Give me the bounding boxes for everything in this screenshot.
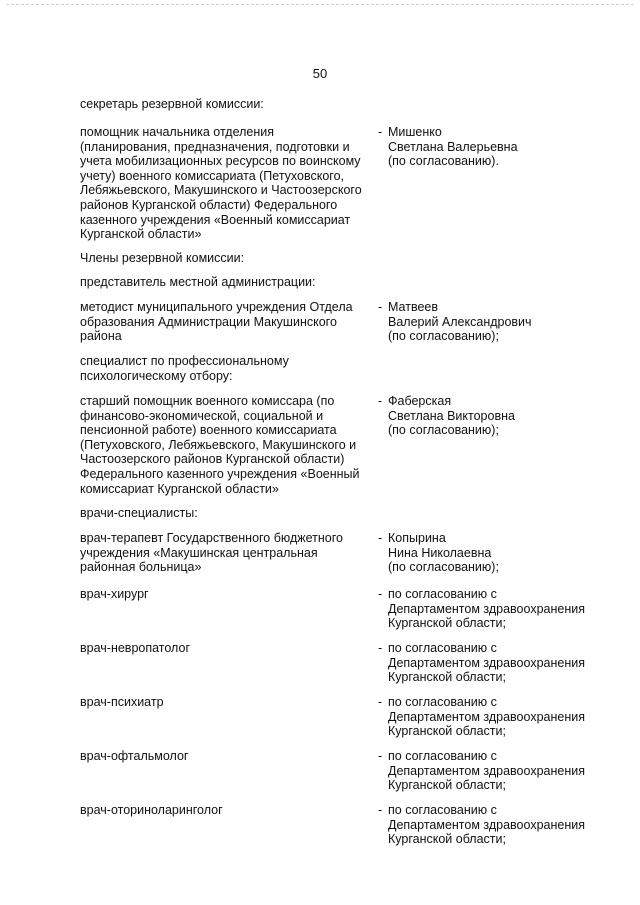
person-line: (по согласованию); (388, 560, 499, 575)
position-line: учета мобилизационных ресурсов по воинскому (80, 154, 361, 169)
section-heading-local-admin: представитель местной администрации: (80, 275, 316, 289)
position-line: районная больница» (80, 560, 202, 575)
member-position (80, 125, 378, 242)
section-heading-members: Члены резервной комиссии: (80, 251, 245, 265)
member-row (80, 587, 610, 631)
person-line: Департаментом здравоохранения (388, 763, 585, 778)
heading-line: психологическому отбору: (80, 368, 233, 383)
person-line: Департаментом здравоохранения (388, 817, 585, 832)
person-line: по согласованию с (388, 641, 497, 655)
person-line: Департаментом здравоохранения (388, 709, 585, 724)
person-line: Курганской области; (388, 832, 506, 847)
heading-line: специалист по профессиональному (80, 354, 289, 368)
dash: - (378, 587, 383, 601)
position-line: пенсионной работе) военного комиссариата (80, 423, 337, 438)
person-line: Мишенко (388, 125, 442, 139)
person-line: (по согласованию); (388, 329, 499, 344)
dash: - (378, 695, 383, 709)
position-line: учреждения «Макушинская центральная (80, 545, 318, 560)
person-line: Курганской области; (388, 616, 506, 631)
section-heading-doctors: врачи-специалисты: (80, 506, 198, 520)
position-line: врач-офтальмолог (80, 749, 189, 763)
person-line: по согласованию с (388, 749, 497, 763)
dash: - (378, 531, 383, 545)
member-row (80, 125, 610, 242)
member-person (378, 394, 610, 438)
member-person (378, 641, 610, 685)
member-position (80, 695, 378, 710)
position-line: врач-оториноларинголог (80, 803, 223, 817)
member-position (80, 531, 378, 575)
person-line: по согласованию с (388, 587, 497, 601)
position-line: Федерального казенного учреждения «Военный (80, 466, 360, 481)
position-line: комиссариат Курганской области» (80, 481, 279, 496)
member-person (378, 531, 610, 575)
member-person (378, 695, 610, 739)
member-person (378, 300, 610, 344)
member-person (378, 749, 610, 793)
scan-artifact-line (6, 4, 634, 5)
dash: - (378, 749, 383, 763)
position-line: районов Курганской области) Федерального (80, 197, 338, 212)
position-line: финансово-экономической, социальной и (80, 408, 324, 423)
person-line: Фаберская (388, 394, 452, 408)
member-row (80, 749, 610, 793)
member-position (80, 300, 378, 344)
person-line: Департаментом здравоохранения (388, 601, 585, 616)
dash: - (378, 803, 383, 817)
position-line: Курганской области» (80, 227, 202, 242)
person-line: (по согласованию). (388, 154, 499, 169)
member-person (378, 587, 610, 631)
member-row (80, 803, 610, 847)
person-line: Матвеев (388, 300, 438, 314)
person-line: Светлана Валерьевна (388, 139, 518, 154)
position-line: казенного учреждения «Военный комиссариат (80, 212, 351, 227)
position-line: старший помощник военного комиссара (по (80, 394, 335, 408)
position-line: врач-хирург (80, 587, 149, 601)
person-line: Курганской области; (388, 670, 506, 685)
person-line: Департаментом здравоохранения (388, 655, 585, 670)
position-line: района (80, 329, 122, 344)
member-position (80, 587, 378, 602)
member-position (80, 641, 378, 656)
dash: - (378, 125, 383, 139)
position-line: помощник начальника отделения (80, 125, 275, 139)
position-line: врач-психиатр (80, 695, 164, 709)
member-position (80, 803, 378, 818)
person-line: Копырина (388, 531, 446, 545)
section-heading-secretary: секретарь резервной комиссии: (80, 97, 264, 111)
person-line: Валерий Александрович (388, 314, 532, 329)
person-line: Курганской области; (388, 778, 506, 793)
person-line: по согласованию с (388, 695, 497, 709)
member-person (378, 803, 610, 847)
dash: - (378, 300, 383, 314)
position-line: врач-терапевт Государственного бюджетного (80, 531, 344, 545)
member-position (80, 749, 378, 764)
position-line: методист муниципального учреждения Отдела (80, 300, 353, 314)
dash: - (378, 394, 383, 408)
position-line: (планирования, предназначения, подготовки и (80, 139, 350, 154)
member-row (80, 300, 610, 344)
dash: - (378, 641, 383, 655)
person-line: по согласованию с (388, 803, 497, 817)
member-row (80, 641, 610, 685)
person-line: Светлана Викторовна (388, 408, 515, 423)
position-line: Частоозерского районов Курганской области) (80, 452, 345, 467)
person-line: Нина Николаевна (388, 545, 492, 560)
page-number: 50 (312, 66, 328, 81)
member-row (80, 695, 610, 739)
position-line: учету) военного комиссариата (Петуховского, (80, 168, 345, 183)
position-line: образования Администрации Макушинского (80, 314, 337, 329)
member-person (378, 125, 610, 169)
person-line: (по согласованию); (388, 423, 499, 438)
member-row (80, 531, 610, 575)
person-line: Курганской области; (388, 724, 506, 739)
position-line: (Петуховского, Лебяжьевского, Макушинского и (80, 437, 357, 452)
section-heading-psych (80, 354, 289, 383)
member-position (80, 394, 378, 496)
position-line: врач-невропатолог (80, 641, 190, 655)
member-row (80, 394, 610, 496)
position-line: Лебяжьевского, Макушинского и Частоозерского (80, 183, 362, 198)
